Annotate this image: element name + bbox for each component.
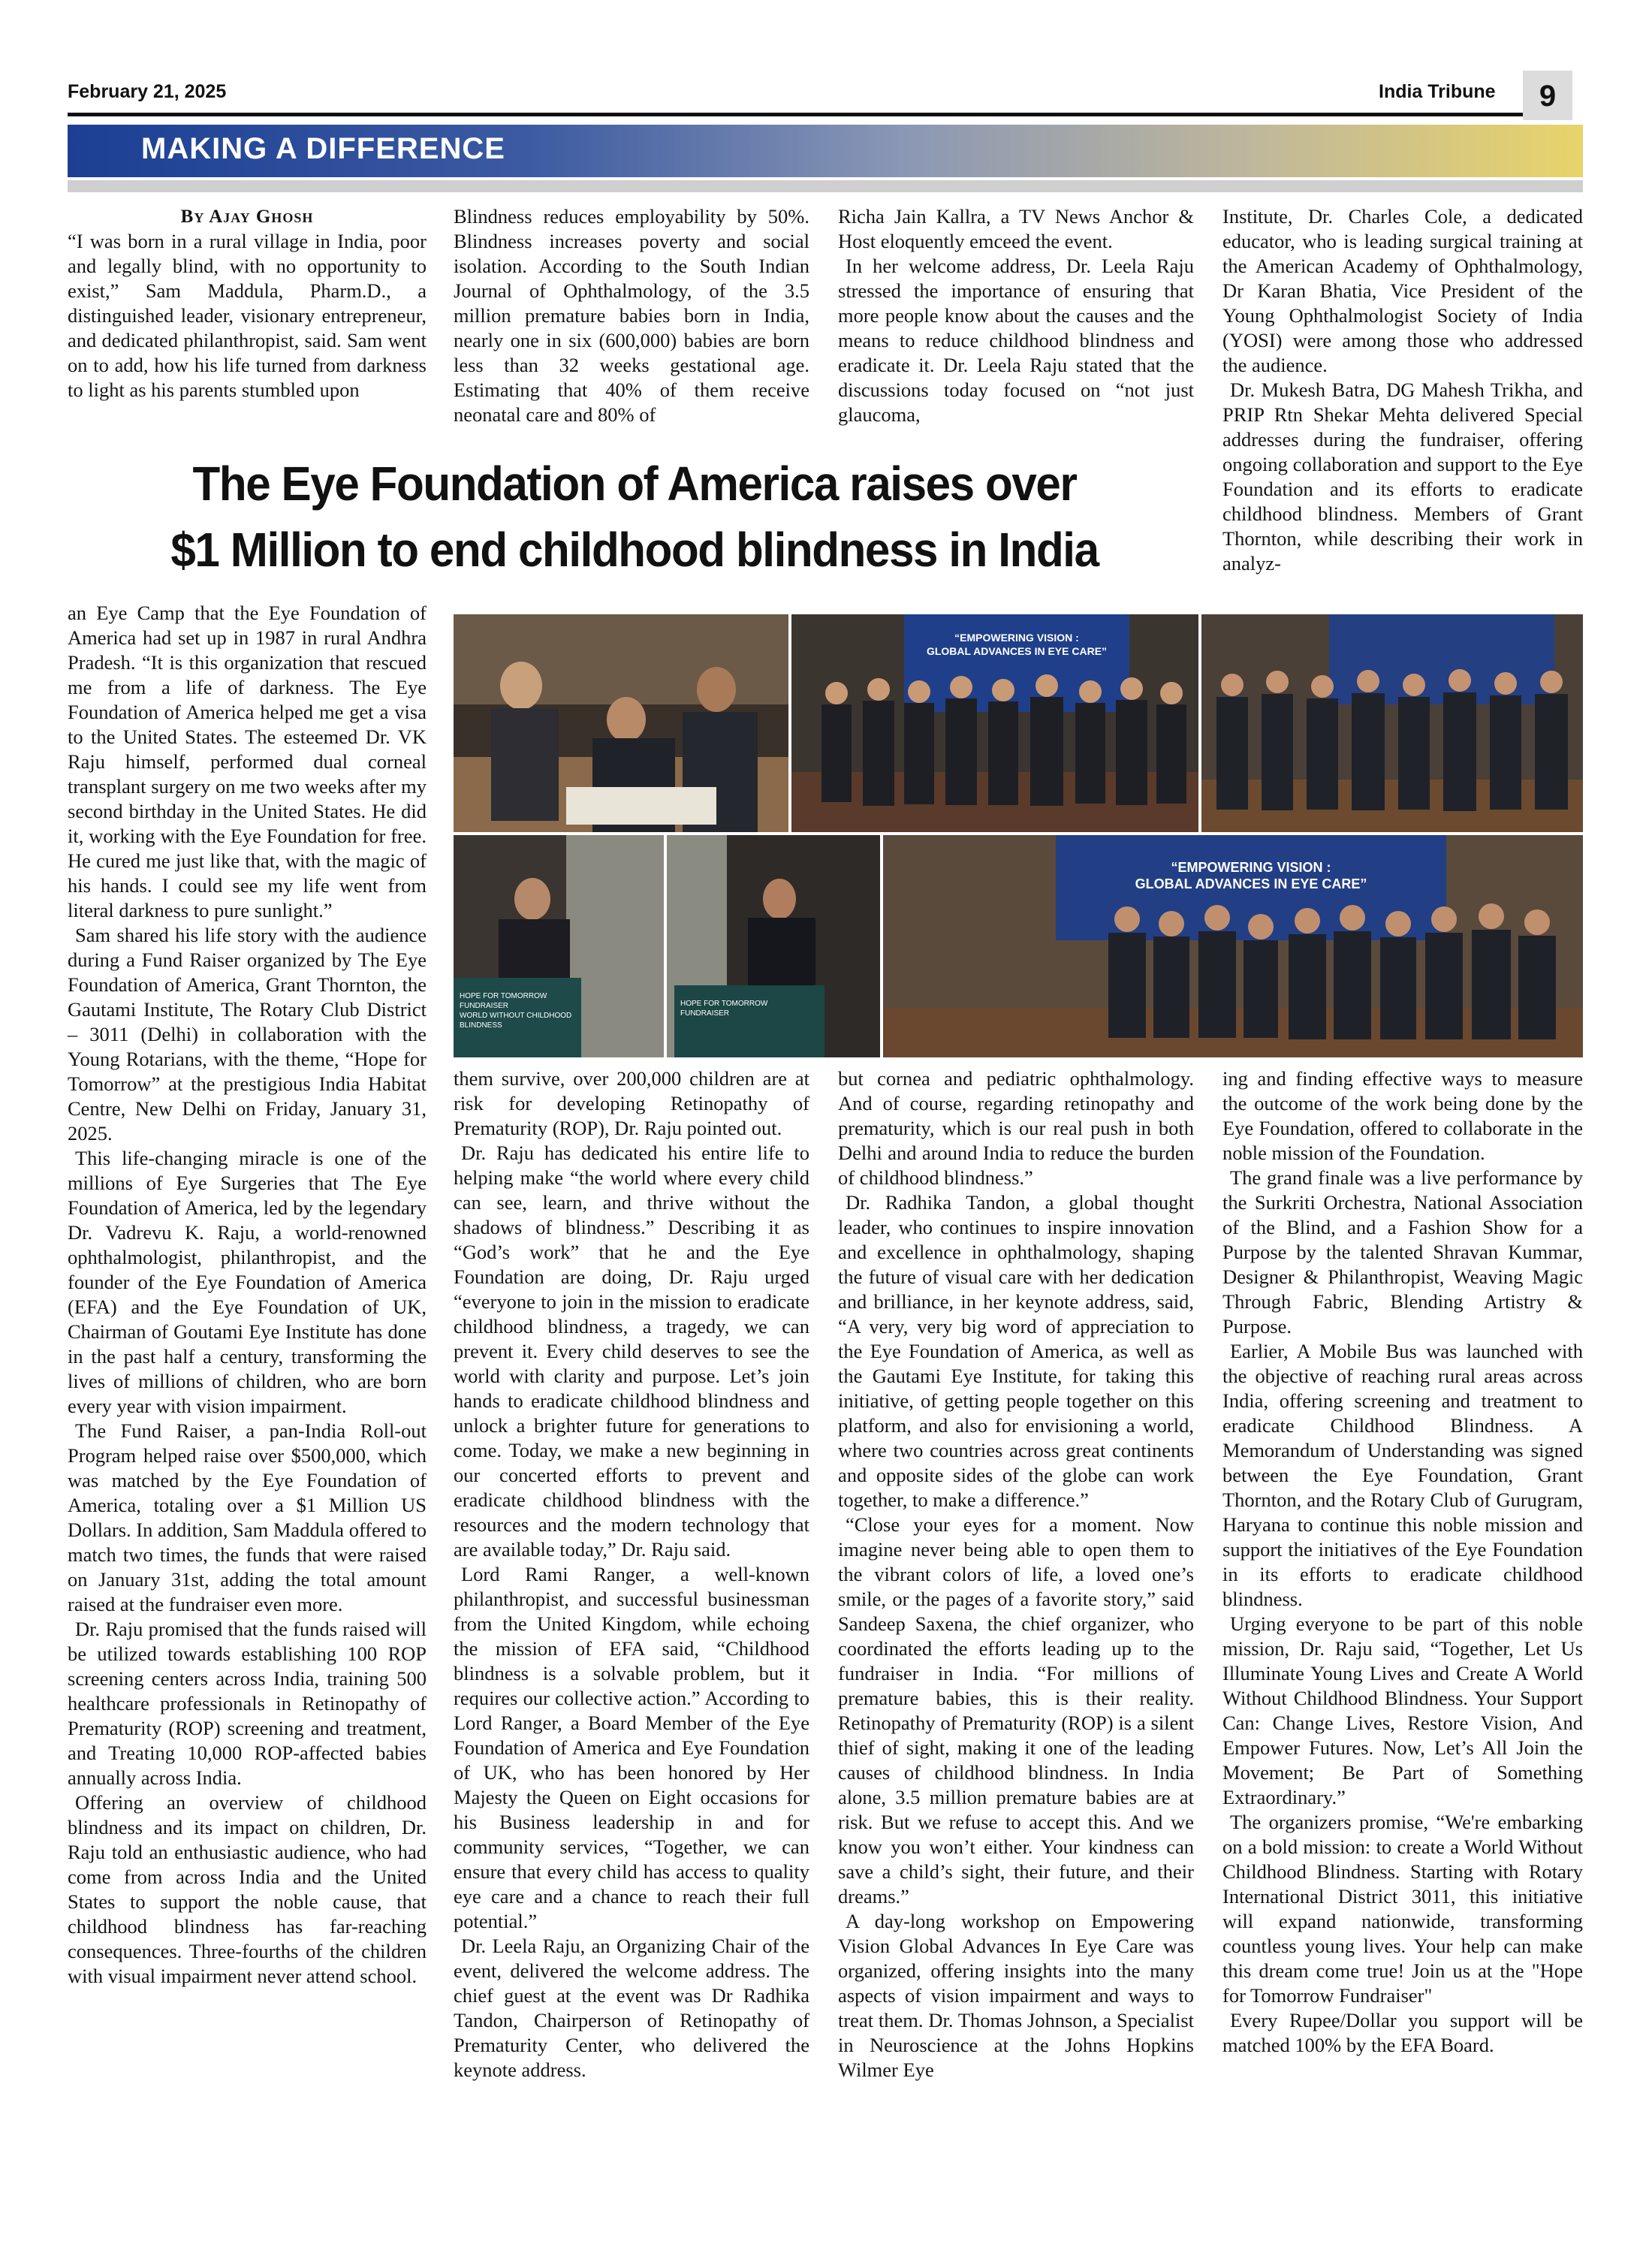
article-column-4: [1222, 1066, 1583, 2058]
publication-name: India Tribune: [1379, 81, 1496, 102]
paragraph: Offering an overview of childhood blindness and its impact on children, Dr. Raju told an enthusiastic audience, who had come from across India and the United States to support the noble cause, that childhood blindness has far-reaching consequences. Three-fourths of the children with visual impairment never attend school.: [68, 1791, 427, 1987]
article-column-4-top: [1222, 204, 1583, 576]
header-rule: [68, 113, 1523, 116]
paragraph: Richa Jain Kallra, a TV News Anchor & Host eloquently emceed the event.: [838, 205, 1194, 252]
paragraph: Institute, Dr. Charles Cole, a dedicated educator, who is leading surgical training at the American Academy of Ophthalmology, Dr Karan Bhatia, Vice President of the Young Ophthalmologist Society of India (YOSI) were among those who addressed the audience.: [1222, 205, 1583, 376]
podium-sign: HOPE FOR TOMORROW FUNDRAISER WORLD WITHOUT CHILDHOOD BLINDNESS: [460, 992, 572, 1030]
photo-speaker-podium-1: [454, 835, 664, 1057]
paragraph: A day-long workshop on Empowering Vision Global Advances In Eye Care was organized, offering insights into the many aspects of vision impairment and ways to treat them. Dr. Thomas Johnson, a Specialist in Neuroscience at the Johns Hopkins Wilmer Eye: [838, 1910, 1194, 2081]
paragraph: This life-changing miracle is one of the millions of Eye Surgeries that The Eye Foundation of America, led by the legendary Dr. Vadrevu K. Raju, a world-renowned ophthalmologist, philanthropist, and the founder of the Eye Foundation of America (EFA) and the Eye Foundation of UK, Chairman of Goutami Eye Institute has done in the past half a century, transforming the lives of millions of children, who are born every year with vision impairment.: [68, 1147, 427, 1417]
paragraph: Dr. Leela Raju, an Organizing Chair of the event, delivered the welcome address. The chief guest at the event was Dr Radhika Tandon, Chairperson of Retinopathy of Prematurity Center, who delivered the keynote address.: [454, 1935, 809, 2081]
headline: [116, 451, 1153, 583]
article-column-3: [838, 1066, 1194, 2083]
photo-signing-ceremony: [454, 614, 788, 832]
article-top-column-1: [68, 204, 427, 403]
article-column-2: [454, 1066, 809, 2083]
paragraph: The organizers promise, “We're embarking on a bold mission: to create a World Without Childhood Blindness. Starting with Rotary International District 3011, this initiative will expand nationwide, transforming countless young lives. Your help can make this dream come true! Join us at the "Hope for Tomorrow Fundraiser": [1222, 1811, 1583, 2007]
paragraph: The grand finale was a live performance by the Surkriti Orchestra, National Association of the Blind, and a Fashion Show for a Purpose by the talented Shravan Kummar, Designer & Philanthropist, Weaving Magic Through Fabric, Blending Artistry & Purpose.: [1222, 1166, 1583, 1338]
paragraph: In her welcome address, Dr. Leela Raju stressed the importance of ensuring that more people know about the causes and the means to reduce childhood blindness and eradicate it. Dr. Leela Raju stated that the discussions today focused on “not just glaucoma,: [838, 255, 1194, 426]
paragraph: an Eye Camp that the Eye Foundation of America had set up in 1987 in rural Andhra Pradesh. “It is this organization that rescued me from a life of darkness. The Eye Foundation of America helped me get a visa to the United States. The esteemed Dr. VK Raju himself, performed dual corneal transplant surgery on me two weeks after my second birthday in the United States. He did it, working with the Eye Foundation for free. He cured me just like that, with the magic of his hands. I could see my life went from literal darkness to pure sunlight.”: [68, 602, 427, 921]
paragraph: Earlier, A Mobile Bus was launched with the objective of reaching rural areas across India, offering screening and treatment to eradicate Childhood Blindness. A Memorandum of Understanding was signed between the Eye Foundation, Grant Thornton, and the Rotary Club of Gurugram, Haryana to continue this noble mission and support the initiatives of the Eye Foundation in its efforts to eradicate childhood blindness.: [1222, 1340, 1583, 1610]
paragraph: ing and finding effective ways to measure the outcome of the work being done by the Eye Foundation, offered to collaborate in the noble mission of the Foundation.: [1222, 1067, 1583, 1164]
photo-group-lamp-lighting: [883, 835, 1583, 1057]
paragraph: them survive, over 200,000 children are at risk for developing Retinopathy of Prematurity (ROP), Dr. Raju pointed out.: [454, 1067, 809, 1139]
article-column-1: [68, 601, 427, 1989]
paragraph: Dr. Raju promised that the funds raised will be utilized towards establishing 100 ROP screening centers across India, training 500 healthcare professionals in Retinopathy of Prematurity (ROP) screening and treatment, and Treating 10,000 ROP-affected babies annually across India.: [68, 1618, 427, 1789]
banner-text: “EMPOWERING VISION : GLOBAL ADVANCES IN EYE CARE”: [926, 632, 1108, 657]
paragraph: “Close your eyes for a moment. Now imagine never being able to open them to the vibrant colors of life, a loved one’s smile, or the pages of a favorite story,” said Sandeep Saxena, the chief organizer, who coordinated the efforts leading up to the fundraiser in India. “For millions of premature babies, this is their reality. Retinopathy of Prematurity (ROP) is a silent thief of sight, making it one of the leading causes of childhood blindness. In India alone, 3.5 million premature babies are at risk. But we refuse to accept this. And we know you won’t either. Your kindness can save a child’s sight, their future, and their dreams.”: [838, 1513, 1194, 1908]
headline-line-2: $1 Million to end childhood blindness in India: [170, 523, 1099, 577]
paragraph: Blindness reduces employability by 50%. Blindness increases poverty and social isolation. According to the South Indian Journal of Ophthalmology, of the 3.5 million premature babies born in India, nearly one in six (600,000) babies are born less than 32 weeks gestational age. Estimating that 40% of them receive neonatal care and 80% of: [454, 205, 809, 426]
byline: By Ajay Ghosh: [180, 207, 314, 227]
paragraph: Dr. Mukesh Batra, DG Mahesh Trikha, and PRIP Rtn Shekar Mehta delivered Special addresses during the fundraiser, offering ongoing collaboration and support to the Eye Foundation and its efforts to eradicate childhood blindness. Members of Grant Thornton, while describing their work in analyz-: [1222, 379, 1583, 575]
paragraph: Dr. Radhika Tandon, a global thought leader, who continues to inspire innovation and excellence in ophthalmology, shaping the future of visual care with her dedication and brilliance, in her keynote address, said, “A very, very big word of appreciation to the Eye Foundation of America, as well as the Gautami Eye Institute, for taking this initiative, of getting people together on this platform, and also for envisioning a world, where two countries across great continents and opposite sides of the globe can work together, to make a difference.”: [838, 1191, 1194, 1511]
section-title: MAKING A DIFFERENCE: [141, 132, 505, 165]
paragraph: The Fund Raiser, a pan-India Roll-out Program helped raise over $500,000, which was matched by the Eye Foundation of America, totaling over a $1 Million US Dollars. In addition, Sam Maddula offered to match two times, the funds that were raised on January 31st, adding the total amount raised at the fundraiser even more.: [68, 1419, 427, 1615]
paragraph: “I was born in a rural village in India, poor and legally blind, with no opportunity to exist,” Sam Maddula, Pharm.D., a distinguished leader, visionary entrepreneur, and dedicated philanthropist, said. Sam went on to add, how his life turned from darkness to light as his parents stumbled upon: [68, 230, 427, 401]
section-band-shadow: [68, 180, 1583, 192]
paragraph: but cornea and pediatric ophthalmology. And of course, regarding retinopathy and prematurity, which is our real push in both Delhi and around India to reduce the burden of childhood blindness.”: [838, 1067, 1194, 1189]
photo-group-empowering-vision-1: [791, 614, 1198, 832]
article-top-column-3: [838, 204, 1194, 427]
photo-speaker-podium-2: [667, 835, 880, 1057]
article-top-column-2: [454, 204, 809, 427]
paragraph: Lord Rami Ranger, a well-known philanthropist, and successful businessman from the United Kingdom, while echoing the mission of EFA said, “Childhood blindness is a solvable problem, but it requires our collective action.” According to Lord Ranger, a Board Member of the Eye Foundation of America and Eye Foundation of UK, who has been honored by Her Majesty the Queen on Eight occasions for his Business leadership in and for community services, “Together, we can ensure that every child has access to quality eye care and a chance to reach their full potential.”: [454, 1563, 809, 1932]
paragraph: Dr. Raju has dedicated his entire life to helping make “the world where every child can see, learn, and thrive without the shadows of blindness.” Describing it as “God’s work” that he and the Eye Foundation are doing, Dr. Raju urged “everyone to join in the mission to eradicate childhood blindness, a tragedy, we can prevent it. Every child deserves to see the world with clarity and purpose. Let’s join hands to eradicate childhood blindness and unlock a brighter future for generations to come. Today, we make a new beginning in our concerted efforts to prevent and eradicate childhood blindness with the resources and the modern technology that are available today,” Dr. Raju said.: [454, 1142, 809, 1561]
headline-line-1: The Eye Foundation of America raises over: [192, 457, 1077, 511]
photo-group-empowering-vision-2: [1201, 614, 1583, 832]
podium-sign: HOPE FOR TOMORROW FUNDRAISER: [680, 1000, 768, 1018]
paragraph: Every Rupee/Dollar you support will be matched 100% by the EFA Board.: [1222, 2009, 1583, 2056]
banner-text: “EMPOWERING VISION : GLOBAL ADVANCES IN EYE CARE”: [1135, 860, 1367, 891]
issue-date: February 21, 2025: [68, 81, 227, 102]
paragraph: Sam shared his life story with the audience during a Fund Raiser organized by The Eye Foundation of America, Grant Thornton, the Gautami Institute, The Rotary Club District – 3011 (Delhi) in collaboration with the Young Rotarians, with the theme, “Hope for Tomorrow” at the prestigious India Habitat Centre, New Delhi on Friday, January 31, 2025.: [68, 924, 427, 1145]
page-number: 9: [1523, 71, 1572, 120]
paragraph: Urging everyone to be part of this noble mission, Dr. Raju said, “Together, Let Us Illuminate Young Lives and Create A World Without Childhood Blindness. Your Support Can: Change Lives, Restore Vision, And Empower Futures. Now, Let’s All Join the Movement; Be Part of Something Extraordinary.”: [1222, 1612, 1583, 1808]
